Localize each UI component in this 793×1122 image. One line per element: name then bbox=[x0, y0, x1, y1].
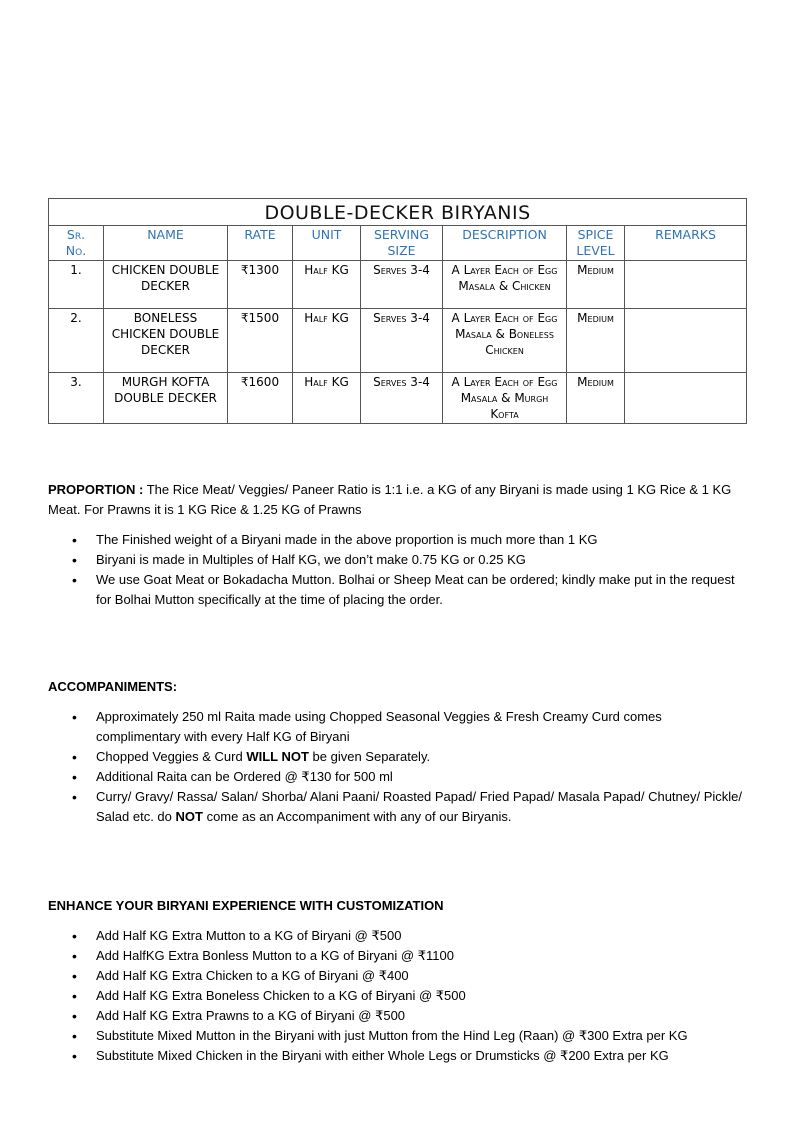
header-spice-level: SPICE LEVEL bbox=[567, 226, 625, 261]
row-unit: Half KG bbox=[293, 309, 361, 373]
header-name: NAME bbox=[104, 226, 228, 261]
row-unit: Half KG bbox=[293, 373, 361, 424]
list-item-text: come as an Accompaniment with any of our Biryanis. bbox=[202, 809, 512, 824]
header-rate: RATE bbox=[228, 226, 293, 261]
list-item-emphasis: WILL NOT bbox=[246, 749, 309, 764]
proportion-label: PROPORTION : bbox=[48, 482, 144, 497]
row-rate: ₹1500 bbox=[228, 309, 293, 373]
customization-list bbox=[48, 926, 748, 1066]
list-item bbox=[96, 747, 748, 767]
row-serving: Serves 3-4 bbox=[361, 309, 443, 373]
customization-heading: ENHANCE YOUR BIRYANI EXPERIENCE WITH CUSTOMIZATION bbox=[48, 898, 444, 913]
header-sr-no: Sr. No. bbox=[49, 226, 104, 261]
header-description: DESCRIPTION bbox=[443, 226, 567, 261]
row-description: A Layer Each of Egg Masala & Boneless Chicken bbox=[443, 309, 567, 373]
header-unit: UNIT bbox=[293, 226, 361, 261]
row-sr: 2. bbox=[49, 309, 104, 373]
row-name: CHICKEN DOUBLE DECKER bbox=[104, 261, 228, 309]
row-rate: ₹1300 bbox=[228, 261, 293, 309]
list-item-text: be given Separately. bbox=[308, 749, 431, 764]
accompaniments-heading: ACCOMPANIMENTS: bbox=[48, 679, 178, 694]
proportion-section bbox=[48, 480, 748, 610]
header-serving-size: SERVING SIZE bbox=[361, 226, 443, 261]
proportion-paragraph bbox=[48, 480, 748, 520]
row-serving: Serves 3-4 bbox=[361, 373, 443, 424]
list-item: • Biryani is made in Multiples of Half KG, we don’t make 0.75 KG or 0.25 KG bbox=[96, 550, 748, 570]
row-name: MURGH KOFTA DOUBLE DECKER bbox=[104, 373, 228, 424]
row-serving: Serves 3-4 bbox=[361, 261, 443, 309]
accompaniments-list bbox=[48, 707, 748, 827]
row-rate: ₹1600 bbox=[228, 373, 293, 424]
table-row bbox=[49, 373, 747, 424]
table-row bbox=[49, 309, 747, 373]
row-remarks bbox=[625, 373, 747, 424]
accompaniments-section bbox=[48, 677, 748, 827]
row-remarks bbox=[625, 261, 747, 309]
row-sr: 1. bbox=[49, 261, 104, 309]
row-name: BONELESS CHICKEN DOUBLE DECKER bbox=[104, 309, 228, 373]
list-item: • Add HalfKG Extra Bonless Mutton to a KG of Biryani @ ₹1100 bbox=[96, 946, 748, 966]
list-item: • Add Half KG Extra Prawns to a KG of Biryani @ ₹500 bbox=[96, 1006, 748, 1026]
customization-section bbox=[48, 896, 748, 1066]
row-spice: Medium bbox=[567, 261, 625, 309]
table-title: DOUBLE-DECKER BIRYANIS bbox=[49, 199, 747, 226]
row-description: A Layer Each of Egg Masala & Chicken bbox=[443, 261, 567, 309]
list-item: • The Finished weight of a Biryani made in the above proportion is much more than 1 KG bbox=[96, 530, 748, 550]
list-item-emphasis: NOT bbox=[175, 809, 203, 824]
header-remarks: REMARKS bbox=[625, 226, 747, 261]
row-unit: Half KG bbox=[293, 261, 361, 309]
list-item: • We use Goat Meat or Bokadacha Mutton. Bolhai or Sheep Meat can be ordered; kindly make put in the request for Bolhai Mutton specifically at the time of placing the order. bbox=[96, 570, 748, 610]
list-item: • Add Half KG Extra Mutton to a KG of Biryani @ ₹500 bbox=[96, 926, 748, 946]
row-remarks bbox=[625, 309, 747, 373]
row-sr: 3. bbox=[49, 373, 104, 424]
biryani-menu-table bbox=[48, 198, 747, 424]
row-spice: Medium bbox=[567, 309, 625, 373]
table-row bbox=[49, 261, 747, 309]
list-item bbox=[96, 787, 748, 827]
list-item: • Add Half KG Extra Chicken to a KG of Biryani @ ₹400 bbox=[96, 966, 748, 986]
list-item: • Substitute Mixed Mutton in the Biryani with just Mutton from the Hind Leg (Raan) @ ₹300 Extra per KG bbox=[96, 1026, 748, 1046]
row-description: A Layer Each of Egg Masala & Murgh Kofta bbox=[443, 373, 567, 424]
list-item: • Substitute Mixed Chicken in the Biryani with either Whole Legs or Drumsticks @ ₹200 Extra per KG bbox=[96, 1046, 748, 1066]
proportion-text: The Rice Meat/ Veggies/ Paneer Ratio is 1:1 i.e. a KG of any Biryani is made using 1 KG Rice & 1 KG Meat. For Prawns it is 1 KG Rice & 1.25 KG of Prawns bbox=[48, 482, 732, 517]
proportion-list bbox=[48, 530, 748, 610]
row-spice: Medium bbox=[567, 373, 625, 424]
list-item-text: Curry/ Gravy/ Rassa/ Salan/ Shorba/ Alani Paani/ Roasted Papad/ Fried Papad/ Masala Papad/ Chutney/ Pickle/ Salad etc. do bbox=[96, 789, 743, 824]
list-item: • Approximately 250 ml Raita made using Chopped Seasonal Veggies & Fresh Creamy Curd comes complimentary with every Half KG of Biryani bbox=[96, 707, 748, 747]
list-item: • Additional Raita can be Ordered @ ₹130 for 500 ml bbox=[96, 767, 748, 787]
list-item: • Add Half KG Extra Boneless Chicken to a KG of Biryani @ ₹500 bbox=[96, 986, 748, 1006]
list-item-text: Chopped Veggies & Curd bbox=[96, 749, 247, 764]
